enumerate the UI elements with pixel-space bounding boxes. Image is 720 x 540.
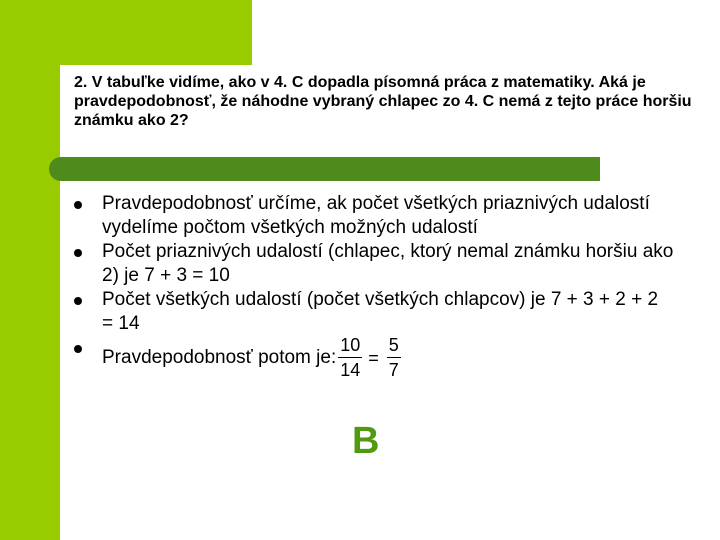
fraction-denominator: 7	[388, 360, 399, 380]
top-accent-band	[0, 0, 252, 65]
bullet-text: Pravdepodobnosť potom je:	[102, 346, 337, 368]
list-item	[74, 240, 674, 288]
fraction-numerator: 5	[387, 336, 401, 358]
problem-title: 2. V tabuľke vidíme, ako v 4. C dopadla písomná práca z matematiky. Aká je pravdepodobnosť, že náhodne vybraný chlapec zo 4. C nemá z tejto práce horšiu známku ako 2?	[74, 74, 692, 129]
solution-list	[74, 192, 674, 379]
fraction-result	[387, 336, 401, 379]
equals-sign: =	[368, 347, 379, 368]
list-item	[74, 192, 674, 240]
divider-bar	[60, 157, 600, 181]
list-item	[74, 288, 674, 336]
list-item	[74, 336, 674, 379]
fraction-numerator: 10	[338, 336, 362, 358]
bullet-text: Počet priaznivých udalostí (chlapec, ktorý nemal známku horšiu ako 2) je 7 + 3 = 10	[102, 241, 674, 286]
fraction-favorable	[338, 336, 362, 379]
fraction-denominator: 14	[340, 360, 361, 380]
bullet-text: Počet všetkých udalostí (počet všetkých chlapcov) je 7 + 3 + 2 + 2 = 14	[102, 289, 659, 334]
bullet-icon	[74, 345, 82, 353]
bullet-icon	[74, 297, 82, 305]
bullet-icon	[74, 201, 82, 209]
probability-line	[102, 336, 674, 379]
answer-letter: B	[352, 420, 380, 462]
left-accent-band	[0, 0, 60, 540]
bullet-text: Pravdepodobnosť určíme, ak počet všetkých priaznivých udalostí vydelíme počtom všetkých možných udalostí	[102, 193, 650, 238]
bullet-icon	[74, 249, 82, 257]
